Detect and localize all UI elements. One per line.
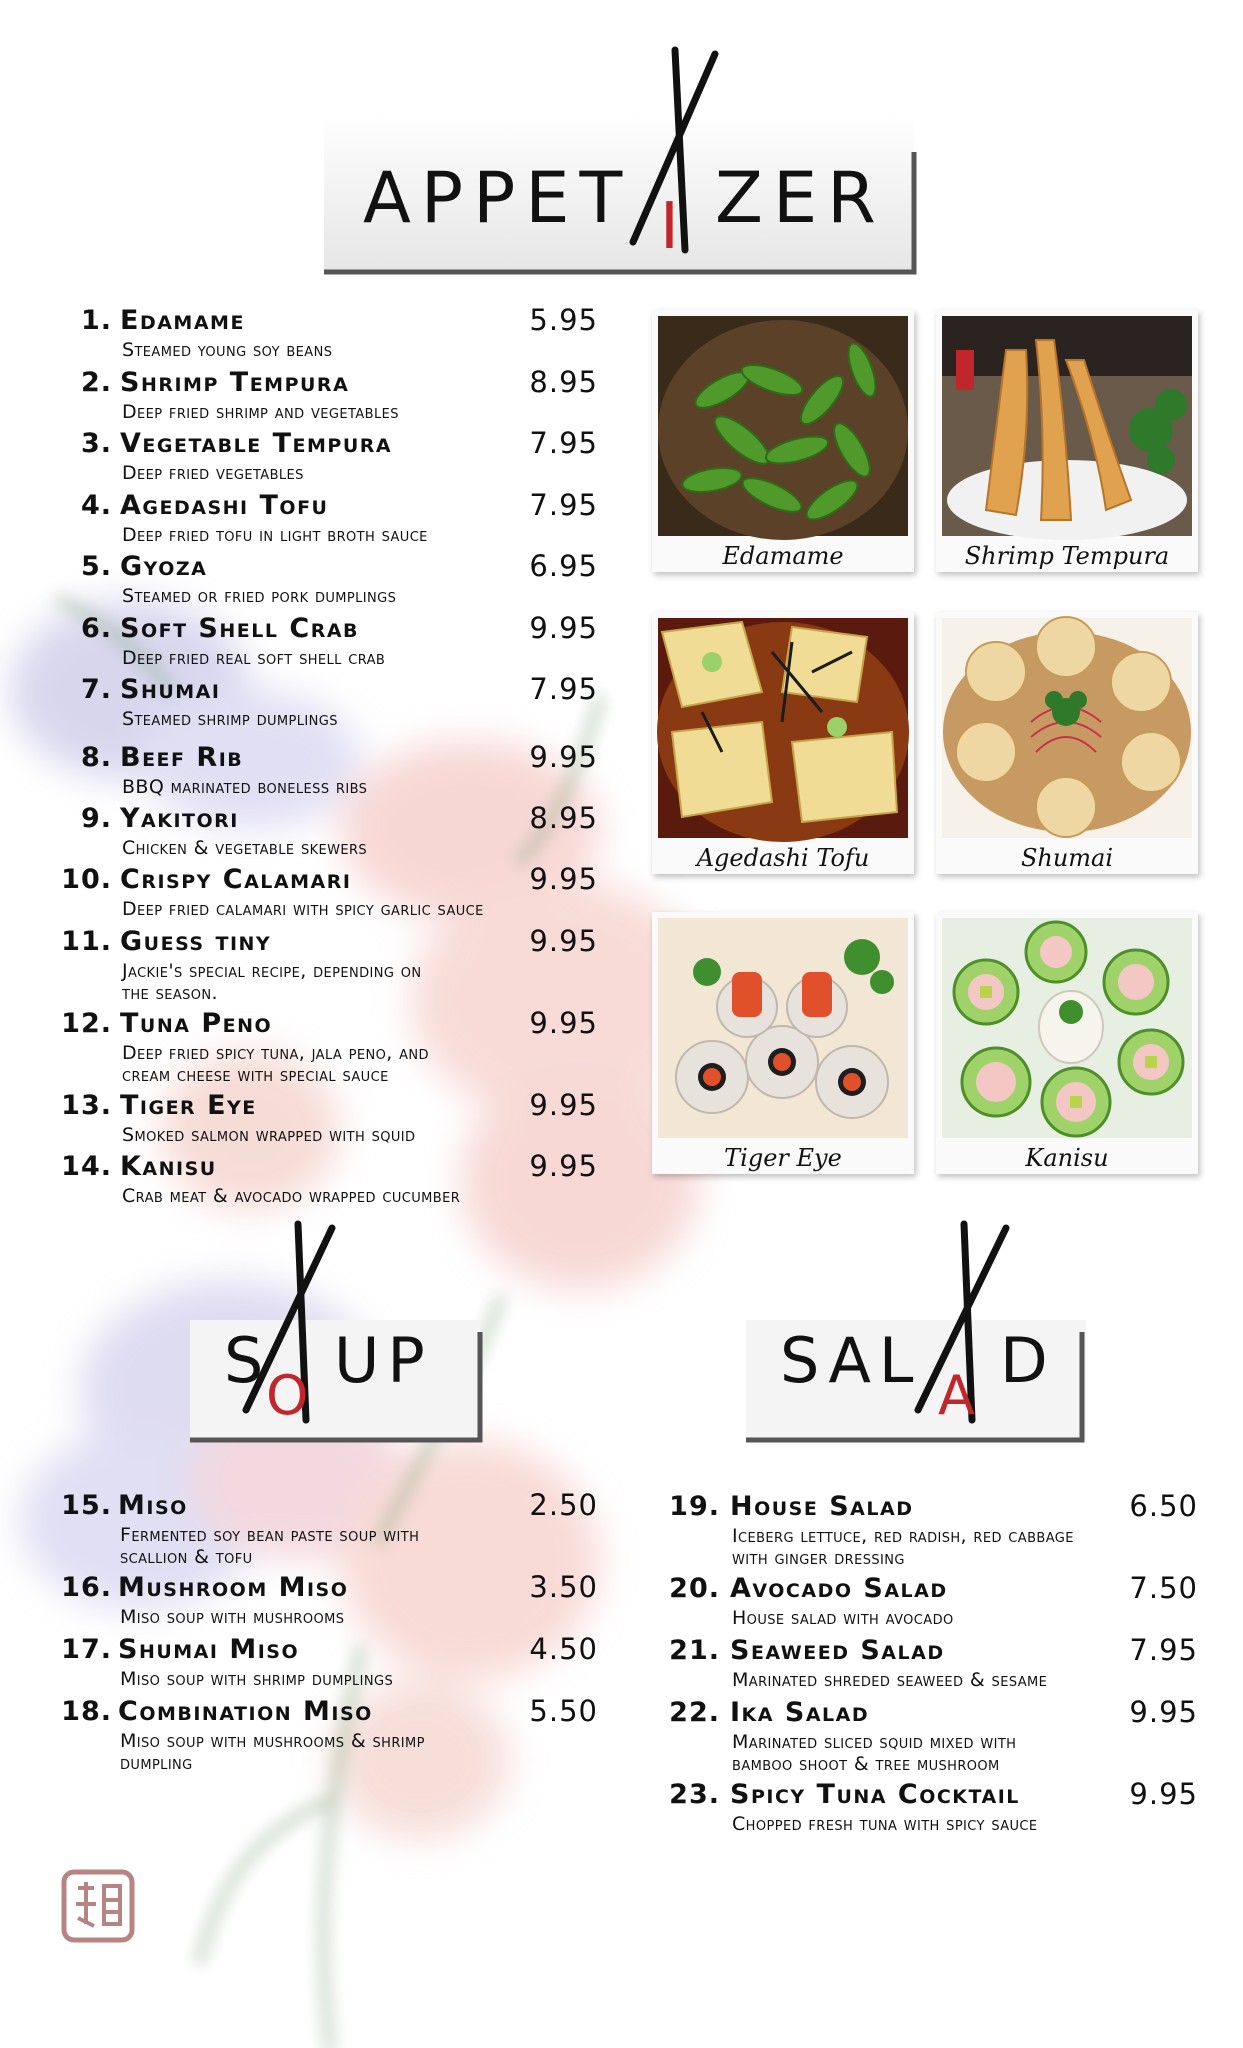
item-price: 5.95	[529, 303, 598, 337]
item-price: 7.95	[529, 426, 598, 460]
item-description: the season.	[122, 982, 218, 1004]
item-price: 7.95	[1129, 1633, 1198, 1667]
item-name: Avocado Salad	[730, 1573, 948, 1604]
item-description: Steamed shrimp dumplings	[122, 708, 338, 730]
item-number: 9.	[80, 803, 112, 834]
item-number: 6.	[80, 613, 112, 644]
item-description: Iceberg lettuce, red radish, red cabbage	[732, 1525, 1074, 1547]
item-number: 8.	[80, 742, 112, 773]
appetizer-title-left: APPET	[363, 157, 633, 239]
item-price: 7.95	[529, 672, 598, 706]
item-name: Guess tiny	[120, 926, 272, 957]
item-price: 7.50	[1129, 1571, 1198, 1605]
item-price: 9.95	[529, 1088, 598, 1122]
item-name: Crispy Calamari	[120, 864, 352, 895]
item-number: 10.	[61, 864, 112, 895]
item-number: 19.	[669, 1491, 720, 1522]
photo-caption: Shrimp Tempura	[964, 542, 1170, 570]
item-number: 17.	[61, 1634, 112, 1665]
item-price: 2.50	[529, 1488, 598, 1522]
item-price: 6.50	[1129, 1489, 1198, 1523]
item-description: dumpling	[120, 1752, 193, 1774]
item-number: 2.	[80, 367, 112, 398]
item-description: Deep fried tofu in light broth sauce	[122, 524, 428, 546]
item-name: House Salad	[730, 1491, 914, 1522]
item-description: Fermented soy bean paste soup with	[120, 1524, 420, 1546]
item-price: 9.95	[529, 924, 598, 958]
item-name: Combination Miso	[118, 1696, 373, 1727]
item-number: 13.	[61, 1090, 112, 1121]
item-name: Tuna Peno	[120, 1008, 273, 1039]
item-name: Gyoza	[120, 551, 208, 582]
item-price: 9.95	[529, 1006, 598, 1040]
item-description: Steamed or fried pork dumplings	[122, 585, 397, 607]
item-description: Deep fried calamari with spicy garlic sauce	[122, 898, 484, 920]
item-name: Agedashi Tofu	[120, 490, 329, 521]
item-description: with ginger dressing	[732, 1547, 905, 1569]
item-description: Crab meat & avocado wrapped cucumber	[122, 1185, 461, 1207]
item-number: 4.	[80, 490, 112, 521]
item-price: 9.95	[529, 1149, 598, 1183]
item-description: Deep fried shrimp and vegetables	[122, 401, 399, 423]
photo-caption: Shumai	[1020, 844, 1114, 872]
item-price: 9.95	[529, 862, 598, 896]
item-description: Marinated shreded seaweed & sesame	[732, 1669, 1048, 1691]
item-price: 8.95	[529, 365, 598, 399]
item-number: 7.	[80, 674, 112, 705]
salad-title-right: D	[1000, 1324, 1056, 1397]
item-number: 1.	[80, 305, 112, 336]
item-name: Vegetable Tempura	[120, 428, 393, 459]
item-number: 12.	[61, 1008, 112, 1039]
photo-caption: Edamame	[722, 542, 844, 570]
item-description: Miso soup with mushrooms & shrimp	[120, 1730, 425, 1752]
item-price: 4.50	[529, 1632, 598, 1666]
item-description: Miso soup with shrimp dumplings	[120, 1668, 394, 1690]
item-description: BBQ marinated boneless ribs	[122, 776, 368, 798]
item-name: Miso	[118, 1490, 188, 1521]
soup-title-red-letter: O	[266, 1364, 309, 1427]
item-price: 9.95	[529, 611, 598, 645]
item-price: 5.50	[529, 1694, 598, 1728]
item-description: Chopped fresh tuna with spicy sauce	[732, 1813, 1038, 1835]
item-number: 18.	[61, 1696, 112, 1727]
item-name: Seaweed Salad	[730, 1635, 945, 1666]
item-description: Smoked salmon wrapped with squid	[122, 1124, 416, 1146]
item-description: Deep fried spicy tuna, jala peno, and	[122, 1042, 429, 1064]
item-description: scallion & tofu	[120, 1546, 253, 1568]
item-number: 3.	[80, 428, 112, 459]
item-number: 20.	[669, 1573, 720, 1604]
item-name: Kanisu	[120, 1151, 217, 1182]
item-description: Steamed young soy beans	[122, 339, 333, 361]
item-description: bamboo shoot & tree mushroom	[732, 1753, 1000, 1775]
item-number: 15.	[61, 1490, 112, 1521]
item-number: 14.	[61, 1151, 112, 1182]
item-price: 3.50	[529, 1570, 598, 1604]
item-description: cream cheese with special sauce	[122, 1064, 389, 1086]
item-name: Yakitori	[120, 803, 239, 834]
item-name: Shumai Miso	[118, 1634, 300, 1665]
soup-title-right: UP	[334, 1324, 433, 1397]
item-number: 23.	[669, 1779, 720, 1810]
item-name: Soft Shell Crab	[120, 613, 360, 644]
item-price: 8.95	[529, 801, 598, 835]
item-name: Shumai	[120, 674, 221, 705]
item-number: 11.	[61, 926, 112, 957]
item-price: 9.95	[529, 740, 598, 774]
item-name: Mushroom Miso	[118, 1572, 349, 1603]
salad-title-left: SAL	[780, 1324, 922, 1397]
photo-caption: Kanisu	[1025, 1144, 1109, 1172]
item-description: Deep fried real soft shell crab	[122, 647, 386, 669]
item-price: 7.95	[529, 488, 598, 522]
item-description: Jackie's special recipe, depending on	[122, 960, 422, 982]
photo-caption: Tiger Eye	[724, 1144, 842, 1172]
item-name: Spicy Tuna Cocktail	[730, 1779, 1020, 1810]
soup-title-left: S	[224, 1324, 272, 1397]
item-price: 6.95	[529, 549, 598, 583]
photo-caption: Agedashi Tofu	[696, 844, 870, 872]
item-name: Shrimp Tempura	[120, 367, 350, 398]
salad-title-red-letter: A	[938, 1364, 975, 1427]
item-description: Deep fried vegetables	[122, 462, 304, 484]
item-price: 9.95	[1129, 1695, 1198, 1729]
item-number: 5.	[80, 551, 112, 582]
item-description: House salad with avocado	[732, 1607, 954, 1629]
item-name: Ika Salad	[730, 1697, 870, 1728]
item-description: Miso soup with mushrooms	[120, 1606, 345, 1628]
item-description: Chicken & vegetable skewers	[122, 837, 368, 859]
item-name: Beef Rib	[120, 742, 244, 773]
appetizer-title-right: ZER	[715, 157, 886, 239]
item-number: 16.	[61, 1572, 112, 1603]
item-description: Marinated sliced squid mixed with	[732, 1731, 1017, 1753]
item-name: Tiger Eye	[120, 1090, 257, 1121]
item-name: Edamame	[120, 305, 245, 336]
item-number: 22.	[669, 1697, 720, 1728]
item-number: 21.	[669, 1635, 720, 1666]
appetizer-title-red-letter: I	[660, 190, 679, 264]
item-price: 9.95	[1129, 1777, 1198, 1811]
